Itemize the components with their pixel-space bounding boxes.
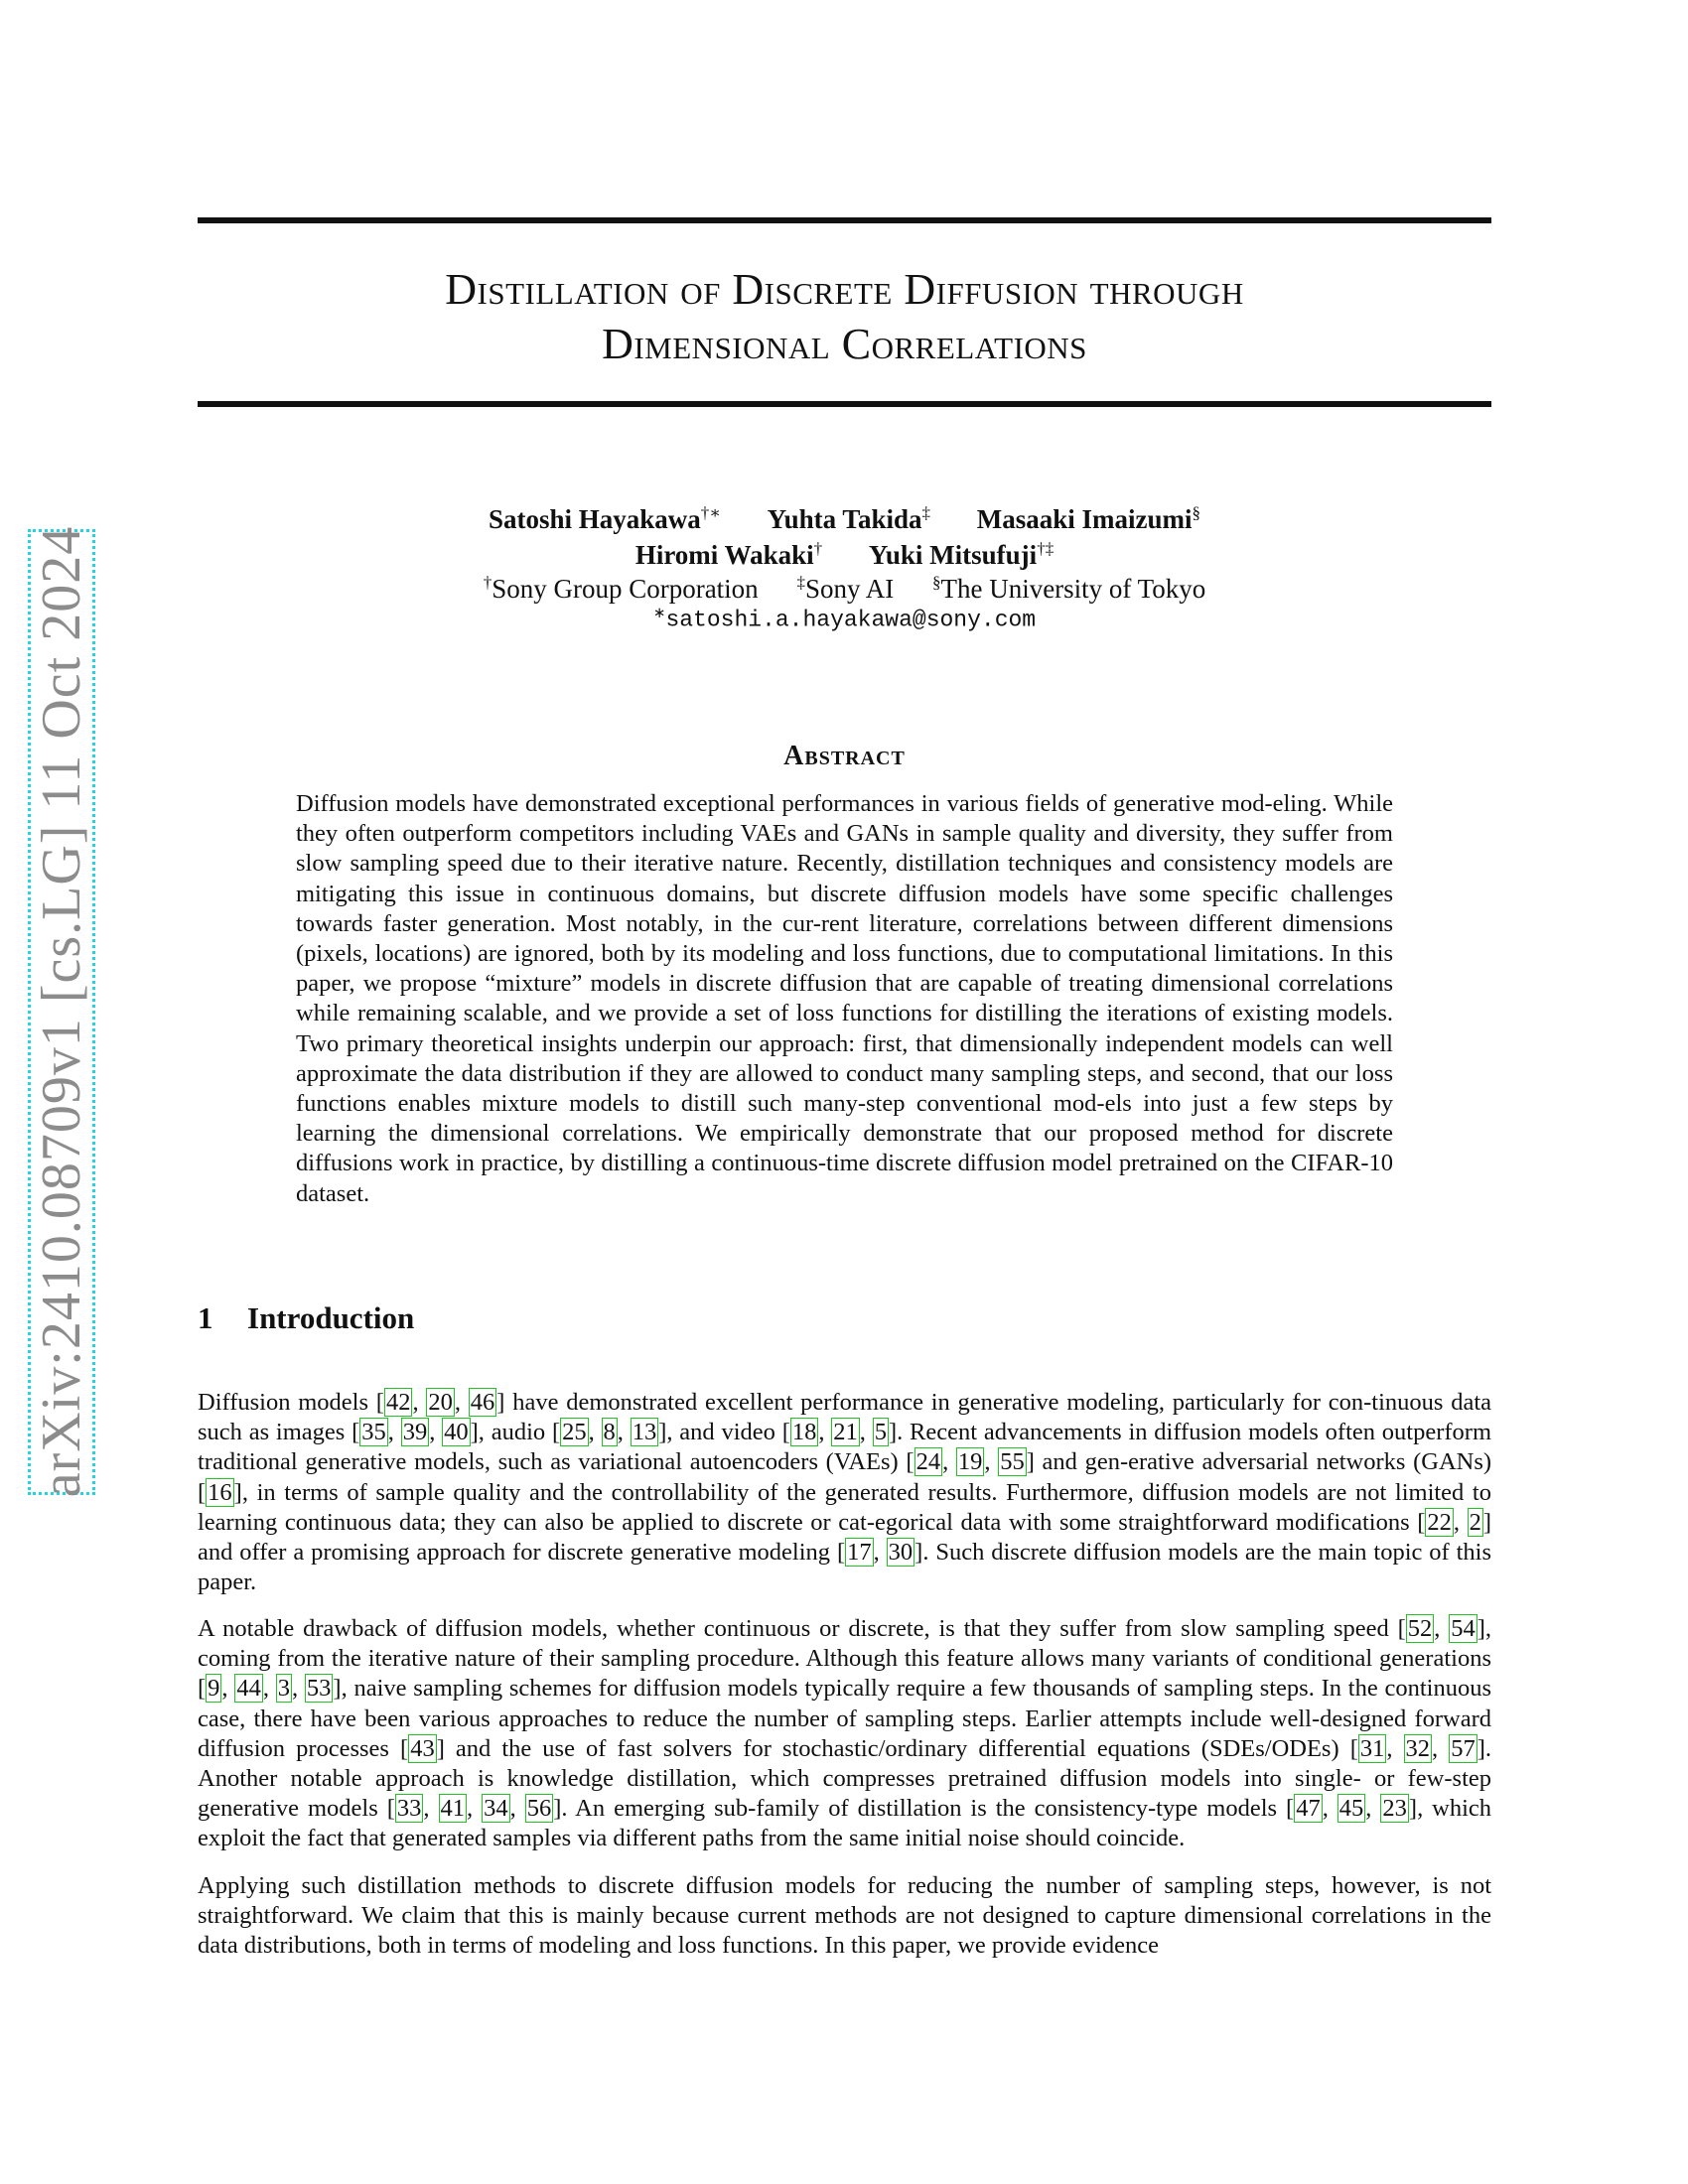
citation-link[interactable]: 53 (306, 1675, 332, 1703)
section-heading (198, 1300, 414, 1336)
citation-link[interactable]: 52 (1407, 1615, 1433, 1642)
author-name: Satoshi Hayakawa†∗ (488, 503, 721, 534)
citation-link[interactable]: 44 (236, 1675, 261, 1703)
affiliation: §The University of Tokyo (931, 573, 1206, 604)
citation-link[interactable]: 9 (208, 1675, 220, 1703)
citation-link[interactable]: 3 (277, 1675, 290, 1703)
citation-link[interactable]: 33 (396, 1795, 422, 1823)
citation-link[interactable]: 8 (603, 1419, 616, 1446)
citation-link[interactable]: 42 (385, 1389, 411, 1416)
author-name: Hiromi Wakaki† (634, 539, 823, 570)
author-name: Yuki Mitsufuji†‡ (868, 539, 1055, 570)
citation-link[interactable]: 32 (1405, 1734, 1431, 1762)
citation-link[interactable]: 55 (1000, 1448, 1025, 1476)
citation-link[interactable]: 22 (1427, 1508, 1452, 1536)
affiliation: ‡Sony AI (796, 573, 895, 604)
intro-paragraph-3: Applying such distillation methods to discrete diffusion models for reducing the number of sampling steps, however, is not straightforward. We claim that this is mainly because current methods are not designed to capture dimensional correlations in the data distributions, both in terms of modeling and loss functions. In this paper, we provide evidence (198, 1872, 1491, 1960)
citation-link[interactable]: 18 (791, 1419, 817, 1446)
arxiv-identifier[interactable]: arXiv:2410.08709v1 [cs.LG] 11 Oct 2024 (31, 525, 92, 1498)
citation-link[interactable]: 54 (1451, 1615, 1476, 1642)
citation-link[interactable]: 13 (632, 1419, 657, 1446)
citation-link[interactable]: 47 (1296, 1795, 1321, 1823)
citation-link[interactable]: 43 (410, 1734, 435, 1762)
author-list (198, 498, 1491, 570)
section-title: Introduction (247, 1300, 415, 1335)
author-row-1 (198, 498, 1491, 534)
citation-link[interactable]: 5 (874, 1419, 887, 1446)
citation-link[interactable]: 19 (957, 1448, 983, 1476)
citation-link[interactable]: 16 (208, 1478, 232, 1506)
intro-paragraph-1: Diffusion models [42, 20, 46] have demonstrated excellent performance in generative modeling, particularly for con-tinuous data such as images [35, 39, 40], audio [25, 8, 13], and video [18, 21, 5]. Recent advancements in diffusion models often outperform traditional generative models, such as variational autoencoders (VAEs) [24, 19, 55] and gen-erative adversarial networks (GANs) [16], in terms of sample quality and the controllability of the generated results. Furthermore, diffusion models are not limited to learning continuous data; they can also be applied to discrete or cat-egorical data with some straightforward modifications [22, 2] and offer a promising approach for discrete generative modeling [17, 30]. Such discrete diffusion models are the main topic of this paper. (198, 1389, 1492, 1596)
section-number: 1 (198, 1300, 213, 1335)
citation-link[interactable]: 35 (361, 1419, 386, 1446)
title-line-1: Distillation of Discrete Diffusion through (445, 265, 1244, 314)
title-line-2: Dimensional Correlations (602, 320, 1087, 368)
author-name: Masaaki Imaizumi§ (976, 503, 1200, 534)
contact-email[interactable]: ∗satoshi.a.hayakawa@sony.com (652, 606, 1037, 633)
citation-link[interactable]: 21 (833, 1419, 858, 1446)
citation-link[interactable]: 20 (428, 1389, 453, 1416)
citation-link[interactable]: 39 (402, 1419, 428, 1446)
citation-link[interactable]: 34 (484, 1795, 508, 1823)
author-name: Yuhta Takida‡ (767, 503, 930, 534)
citation-link[interactable]: 45 (1338, 1795, 1364, 1823)
citation-link[interactable]: 25 (562, 1419, 587, 1446)
paper-title (198, 262, 1491, 371)
title-rule-bottom (198, 401, 1491, 407)
intro-paragraph-2: A notable drawback of diffusion models, whether continuous or discrete, is that they suffer from slow sampling speed [52, 54], coming from the iterative nature of their sampling procedure. Although this feature allows many variants of conditional generations [9, 44, 3, 53], naive sampling schemes for diffusion models typically require a few thousands of sampling steps. In the continuous case, there have been various approaches to reduce the number of sampling steps. Earlier attempts include well-designed forward diffusion processes [43] and the use of fast solvers for stochastic/ordinary differential equations (SDEs/ODEs) [31, 32, 57]. Another notable approach is knowledge distillation, which compresses pretrained diffusion models into single- or few-step generative models [33, 41, 34, 56]. An emerging sub-family of distillation is the consistency-type models [47, 45, 23], which exploit the fact that generated samples via different paths from the same initial noise should coincide. (198, 1615, 1492, 1852)
abstract-heading: Abstract (783, 741, 906, 771)
citation-link[interactable]: 56 (526, 1795, 552, 1823)
citation-link[interactable]: 46 (470, 1389, 495, 1416)
abstract-text: Diffusion models have demonstrated exceptional performances in various fields of generative mod-eling. While they often outperform competitors including VAEs and GANs in sample quality and diversity, they suffer from slow sampling speed due to their iterative nature. Recently, distillation techniques and consistency models are mitigating this issue in continuous domains, but discrete diffusion models have some specific challenges towards faster generation. Most notably, in the cur-rent literature, correlations between different dimensions (pixels, locations) are ignored, both by its modeling and loss functions, due to computational limitations. In this paper, we propose “mixture” models in discrete diffusion that are capable of treating dimensional correlations while remaining scalable, and we provide a set of loss functions for distilling the iterations of existing models. Two primary theoretical insights underpin our approach: first, that dimensionally independent models can well approximate the data distribution if they are allowed to conduct many sampling steps, and second, that our loss functions enables mixture models to distill such many-step conventional mod-els into just a few steps by learning the dimensional correlations. We empirically demonstrate that our proposed method for discrete diffusions work in practice, by distilling a continuous-time discrete diffusion model pretrained on the CIFAR-10 dataset. (296, 790, 1393, 1207)
citation-link[interactable]: 40 (444, 1419, 469, 1446)
citation-link[interactable]: 23 (1382, 1795, 1407, 1823)
citation-link[interactable]: 31 (1359, 1734, 1385, 1762)
citation-link[interactable]: 2 (1469, 1508, 1481, 1536)
citation-link[interactable]: 17 (847, 1539, 872, 1567)
author-row-2 (198, 534, 1491, 570)
citation-link[interactable]: 24 (915, 1448, 941, 1476)
citation-link[interactable]: 41 (440, 1795, 466, 1823)
citation-link[interactable]: 57 (1451, 1734, 1476, 1762)
affiliation: †Sony Group Corporation (483, 573, 759, 604)
title-rule-top (198, 217, 1491, 223)
citation-link[interactable]: 30 (888, 1539, 914, 1567)
